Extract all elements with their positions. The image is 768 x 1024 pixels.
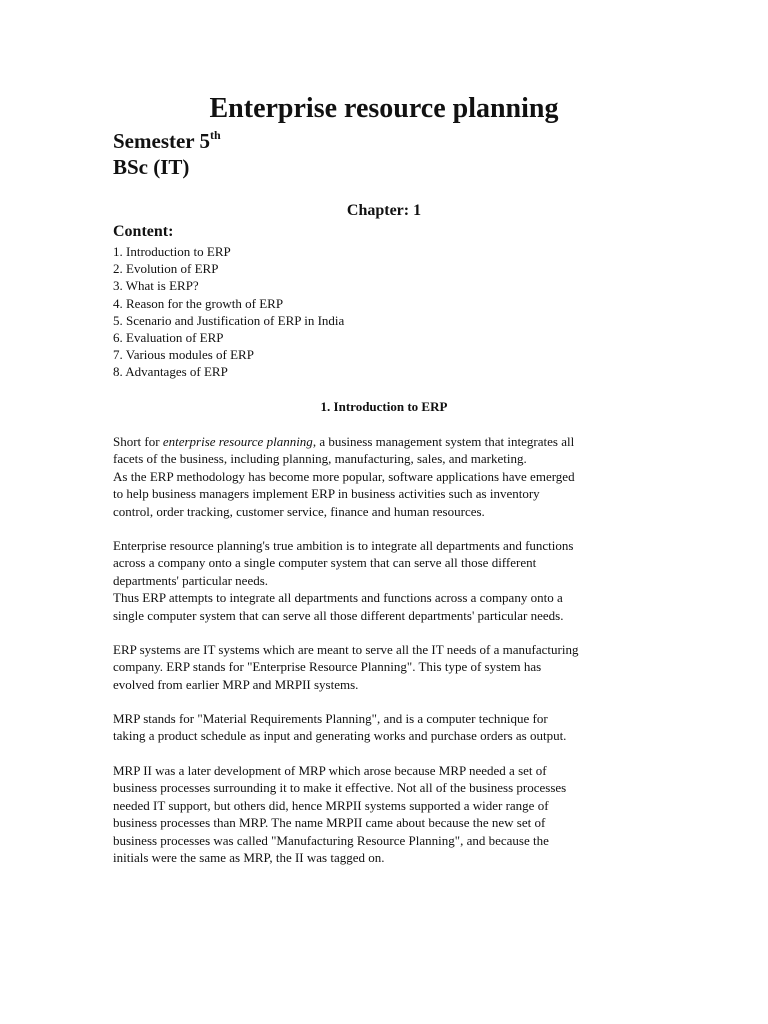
document-title: Enterprise resource planning <box>209 93 559 124</box>
paragraph-mrp-ii: MRP II was a later development of MRP which arose because MRP needed a set of business processes surrounding it to make it effective. Not all of the business processes needed IT support, but others did, hence MRPII systems supported a wider range of business processes than MRP. The name MRPII came about because the new set of business processes was called "Manufacturing Resource Planning", and because the initials were the same as MRP, the II was tagged on. <box>113 763 567 866</box>
paragraph-erp-systems: ERP systems are IT systems which are meant to serve all the IT needs of a manufacturing company. ERP stands for "Enterprise Resource Planning". This type of system has evolved from earlier MRP and MRPII systems. <box>113 642 579 692</box>
paragraph-mrp: MRP stands for "Material Requirements Planning", and is a computer technique for taking a product schedule as input and generating works and purchase orders as output. <box>113 711 567 744</box>
toc-item: 6. Evaluation of ERP <box>113 330 224 346</box>
toc-item: 3. What is ERP? <box>113 278 199 294</box>
semester-label: Semester 5 <box>113 129 210 153</box>
toc-item: 8. Advantages of ERP <box>113 364 228 380</box>
toc-item: 4. Reason for the growth of ERP <box>113 295 284 311</box>
paragraph-intro-emphasis: enterprise resource planning <box>162 434 313 449</box>
program-line: BSc (IT) <box>113 155 190 179</box>
chapter-heading: Chapter: 1 <box>346 202 422 219</box>
paragraph-intro-lead: Short for <box>113 434 163 449</box>
semester-superscript: th <box>210 128 221 142</box>
toc-item: 2. Evolution of ERP <box>113 261 219 277</box>
toc-item: 1. Introduction to ERP <box>113 244 231 259</box>
section-heading: 1. Introduction to ERP <box>320 399 448 414</box>
toc-item: 7. Various modules of ERP <box>113 347 254 363</box>
content-heading: Content: <box>113 223 174 240</box>
table-of-contents <box>113 243 344 381</box>
semester-line <box>113 128 221 154</box>
paragraph-intro <box>113 433 673 520</box>
paragraph-ambition: Enterprise resource planning's true ambition is to integrate all departments and functions across a company onto a single computer system that can serve all those different departments' particular needs. Thus ERP attempts to integrate all departments and functions across a company onto a single computer system that can serve all those different departments' particular needs. <box>113 538 574 623</box>
toc-item: 5. Scenario and Justification of ERP in India <box>113 312 345 328</box>
paragraph-intro-rest: , a business management system that integrates all facets of the business, including planning, manufacturing, sales, and marketing. As the ERP methodology has become more popular, software applications have emerged to help business managers implement ERP in business activities such as inventory control, order tracking, customer service, finance and human resources. <box>113 434 575 519</box>
